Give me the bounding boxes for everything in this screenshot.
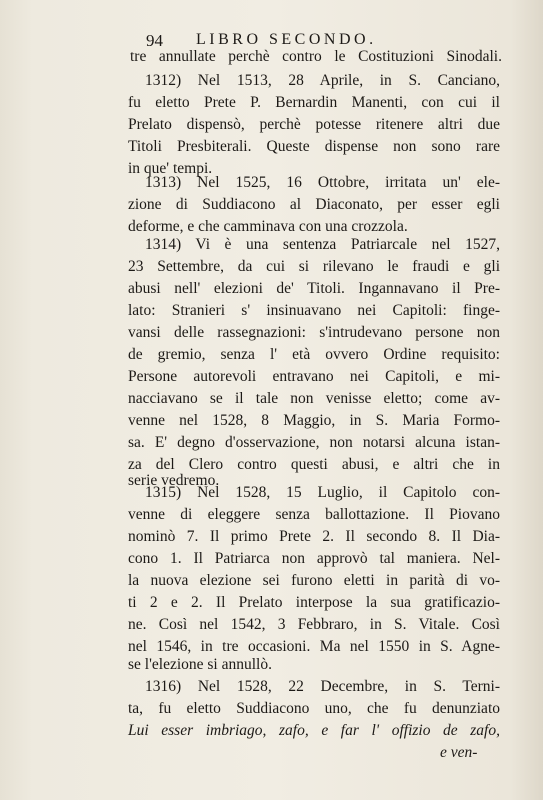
text-line: zione di Suddiacono al Diaconato, per esser egli bbox=[128, 196, 500, 213]
paragraph-1314-line: 1314) Vi è una sentenza Patriarcale nel 1527, bbox=[145, 236, 500, 253]
text-line-italic: Lui esser imbriago, zafo, e far l' offizio de zafo, bbox=[128, 722, 500, 739]
text-line: cono 1. Il Patriarca non approvò tal maniera. Nel- bbox=[128, 550, 500, 567]
text-line: nel 1546, in tre occasioni. Ma nel 1550 in S. Agne- bbox=[128, 638, 500, 655]
text-line: ta, fu eletto Suddiacono uno, che fu denunziato bbox=[128, 700, 500, 717]
text-line: abusi nell' elezioni de' Titoli. Ingannavano il Pre- bbox=[128, 280, 500, 297]
text-line: la nuova elezione sei furono eletti in parità di vo- bbox=[128, 572, 500, 589]
text-line: sa. E' degno d'osservazione, non notarsi alcuna istan- bbox=[128, 434, 500, 451]
text-line: in que' tempi. bbox=[128, 160, 213, 177]
text-line: nacciavano se il tale non venisse eletto; come av- bbox=[128, 390, 500, 407]
text-line: venne nel 1528, 8 Maggio, in S. Maria Formo- bbox=[128, 412, 500, 429]
paragraph-1316-line: 1316) Nel 1528, 22 Decembre, in S. Terni- bbox=[145, 678, 500, 695]
text-line: deforme, e che camminava con una crozzola. bbox=[128, 218, 408, 235]
text-line: ne. Così nel 1542, 3 Febbraro, in S. Vitale. Così bbox=[128, 616, 500, 633]
page-number: 94 bbox=[146, 31, 163, 50]
text-line: nominò 7. Il primo Prete 2. Il secondo 8. Il Dia- bbox=[128, 528, 500, 545]
catchword: e ven- bbox=[440, 744, 478, 761]
text-line: tre annullate perchè contro le Costituzioni Sinodali. bbox=[130, 48, 502, 65]
text-line: venne di eleggere senza ballottazione. Il Piovano bbox=[128, 506, 500, 523]
paragraph-1315-line: 1315) Nel 1528, 15 Luglio, il Capitolo con- bbox=[145, 484, 500, 501]
text-line: de gremio, senza l' età ovvero Ordine requisito: bbox=[128, 346, 500, 363]
text-line: lato: Stranieri s' insinuavano nei Capitoli: finge- bbox=[128, 302, 500, 319]
text-line: serie vedremo. bbox=[128, 472, 220, 489]
text-line: se l'elezione si annullò. bbox=[128, 656, 272, 673]
text-line: Titoli Presbiterali. Queste dispense non sono rare bbox=[128, 138, 500, 155]
paragraph-1312-line: 1312) Nel 1513, 28 Aprile, in S. Canciano, bbox=[145, 72, 500, 89]
text-line: za del Clero contro questi abusi, e altri che in bbox=[128, 456, 500, 473]
paragraph-1313-line: 1313) Nel 1525, 16 Ottobre, irritata un' ele- bbox=[145, 174, 500, 191]
running-title: LIBRO SECONDO. bbox=[196, 31, 377, 48]
text-line: 23 Settembre, da cui si rilevano le fraudi e gli bbox=[128, 258, 500, 275]
text-line: Persone autorevoli entravano nei Capitoli, e mi- bbox=[128, 368, 500, 385]
text-line: ti 2 e 2. Il Prelato interpose la sua gratificazio- bbox=[128, 594, 500, 611]
text-line: vansi delle rassegnazioni: s'intrudevano persone non bbox=[128, 324, 500, 341]
text-line: Prelato dispensò, perchè potesse ritenere altri due bbox=[128, 116, 500, 133]
text-line: fu eletto Prete P. Bernardin Manenti, con cui il bbox=[128, 94, 500, 111]
